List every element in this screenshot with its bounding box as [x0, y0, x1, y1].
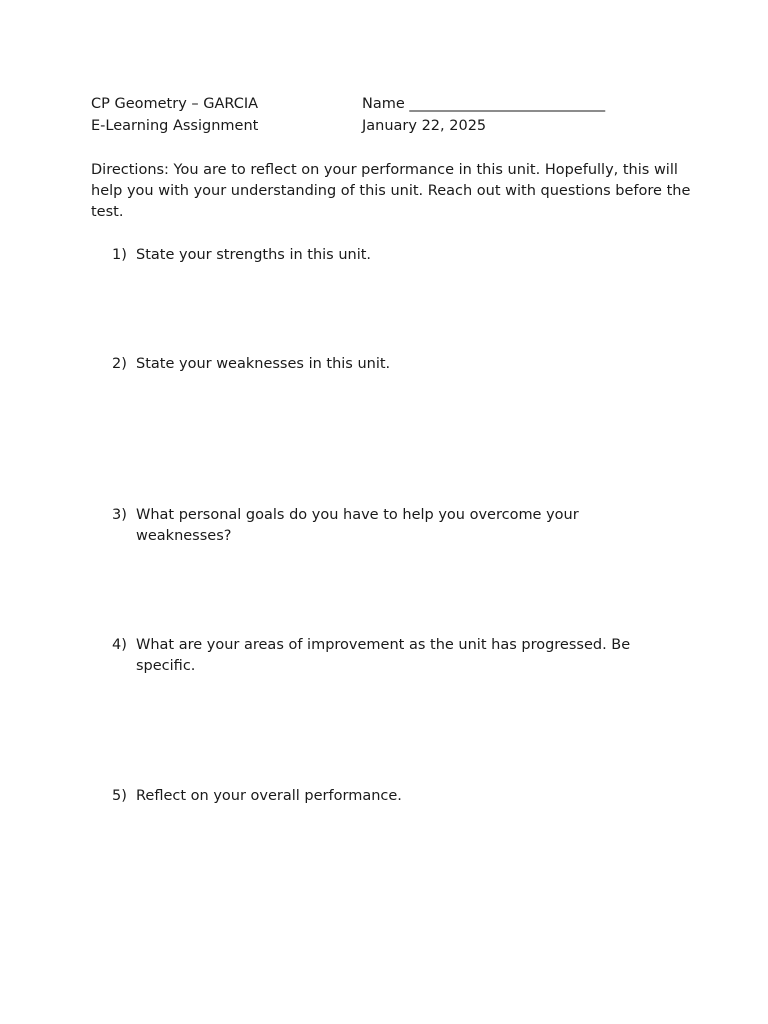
- assignment-title: E-Learning Assignment: [91, 118, 259, 134]
- question-text: Reflect on your overall performance.: [136, 788, 402, 804]
- question-text: State your weaknesses in this unit.: [136, 356, 391, 372]
- question-text: State your strengths in this unit.: [136, 247, 372, 263]
- question-number: 1): [112, 247, 127, 263]
- question-text: What personal goals do you have to help you overcome your weaknesses?: [136, 507, 579, 544]
- question-1: [112, 245, 672, 266]
- assignment-date: January 22, 2025: [362, 118, 487, 134]
- question-5: [112, 786, 672, 807]
- directions-text: Directions: You are to reflect on your performance in this unit. Hopefully, this will help you with your understanding of this unit. Reach out with questions before the test.: [91, 162, 691, 220]
- question-3: [112, 505, 672, 547]
- question-text: What are your areas of improvement as the unit has progressed. Be specific.: [136, 637, 631, 674]
- question-2: [112, 354, 672, 375]
- question-number: 3): [112, 507, 127, 523]
- question-number: 5): [112, 788, 127, 804]
- question-number: 4): [112, 637, 127, 653]
- course-title: CP Geometry – GARCIA: [91, 96, 259, 112]
- student-name-line: Name ___________________________: [362, 96, 606, 112]
- question-number: 2): [112, 356, 127, 372]
- question-4: [112, 635, 632, 677]
